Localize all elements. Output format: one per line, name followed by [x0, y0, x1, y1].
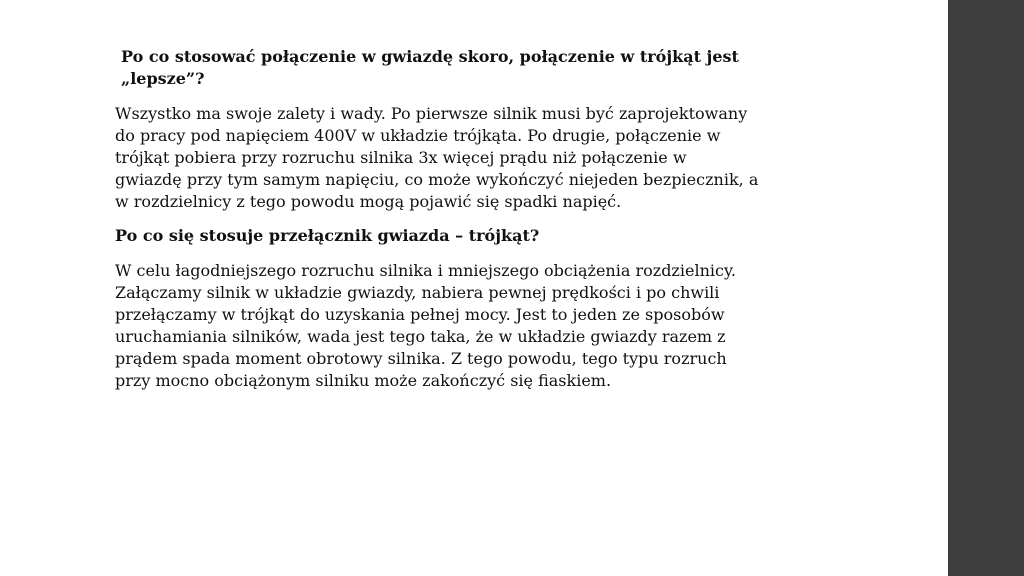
- paragraph-line: gwiazdę przy tym samym napięciu, co może wykończyć niejeden bezpiecznik, a: [115, 170, 759, 189]
- paragraph-line: przy mocno obciążonym silniku może zakończyć się fiaskiem.: [115, 371, 612, 390]
- question-2-heading: Po co się stosuje przełącznik gwiazda – trójkąt?: [115, 226, 540, 245]
- question-1-heading: [115, 46, 830, 90]
- paragraph-line: w rozdzielnicy z tego powodu mogą pojawić się spadki napięć.: [115, 192, 622, 211]
- right-sidebar-bar: [948, 0, 1024, 576]
- paragraph-line: trójkąt pobiera przy rozruchu silnika 3x więcej prądu niż połączenie w: [115, 148, 687, 167]
- paragraph-line: przełączamy w trójkąt do uzyskania pełnej mocy. Jest to jeden ze sposobów: [115, 305, 725, 324]
- question-1-line: Po co stosować połączenie w gwiazdę skoro, połączenie w trójkąt jest: [121, 47, 739, 66]
- paragraph-line: do pracy pod napięciem 400V w układzie trójkąta. Po drugie, połączenie w: [115, 126, 721, 145]
- answer-1-paragraph: [115, 103, 830, 213]
- answer-2-paragraph: [115, 260, 830, 392]
- paragraph-line: Wszystko ma swoje zalety i wady. Po pierwsze silnik musi być zaprojektowany: [115, 104, 748, 123]
- question-1-line: „lepsze”?: [121, 69, 205, 88]
- paragraph-line: W celu łagodniejszego rozruchu silnika i mniejszego obciążenia rozdzielnicy.: [115, 261, 736, 280]
- paragraph-line: prądem spada moment obrotowy silnika. Z tego powodu, tego typu rozruch: [115, 349, 727, 368]
- paragraph-line: Załączamy silnik w układzie gwiazdy, nabiera pewnej prędkości i po chwili: [115, 283, 720, 302]
- paragraph-line: uruchamiania silników, wada jest tego taka, że w układzie gwiazdy razem z: [115, 327, 726, 346]
- slide-content: [115, 46, 830, 404]
